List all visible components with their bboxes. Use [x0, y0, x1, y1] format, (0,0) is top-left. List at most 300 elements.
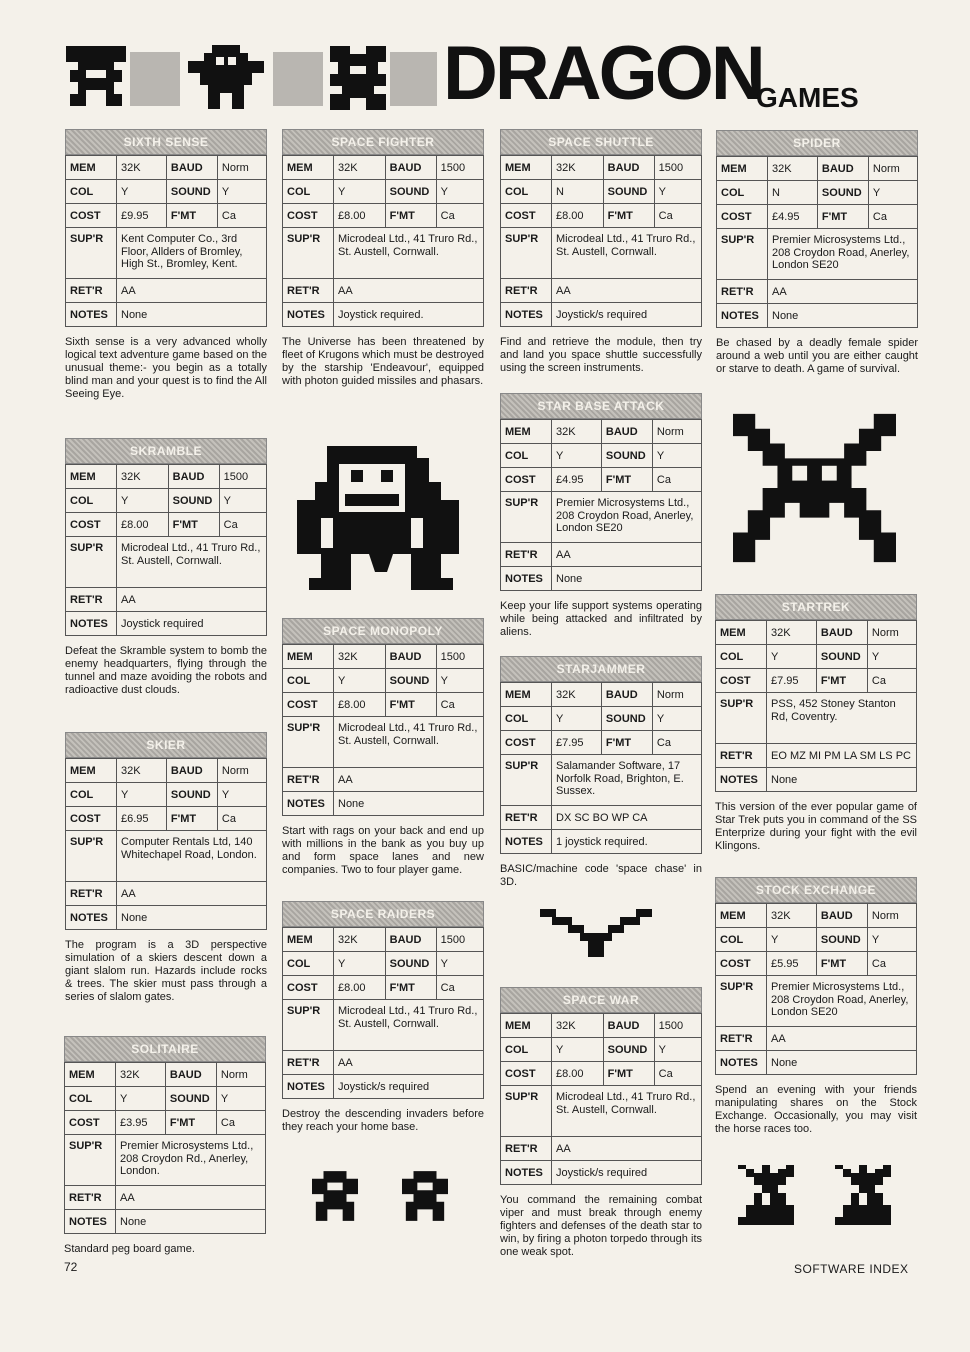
supplier-value: Premier Microsystems Ltd., 208 Croydon Road, Anerley, London SE20: [552, 492, 702, 543]
game-card: [282, 618, 484, 877]
col-value: Y: [334, 180, 386, 204]
game-description: BASIC/machine code 'space chase' in 3D.: [500, 863, 702, 888]
return-label: RET'R: [65, 1186, 116, 1210]
baud-value: 1500: [436, 645, 483, 669]
supplier-value: Microdeal Ltd., 41 Truro Rd., St. Austell, Cornwall.: [334, 1000, 484, 1051]
col-label: COL: [66, 489, 117, 513]
cost-label: COST: [66, 204, 117, 228]
mem-label: MEM: [501, 683, 552, 707]
game-card: [715, 594, 917, 853]
mem-value: 32K: [552, 156, 604, 180]
supplier-value: Premier Microsystems Ltd., 208 Croydon Road, Anerley, London SE20: [768, 229, 918, 280]
fmt-label: F'MT: [385, 693, 436, 717]
supplier-value: Microdeal Ltd., 41 Truro Rd., St. Austell, Cornwall.: [117, 537, 267, 588]
fmt-label: F'MT: [385, 204, 436, 228]
fmt-value: Ca: [652, 731, 701, 755]
col-label: COL: [283, 180, 334, 204]
fmt-label: F'MT: [817, 205, 868, 229]
supplier-label: SUP'R: [501, 228, 552, 279]
baud-value: Norm: [868, 157, 917, 181]
lander-sprite-icon: [738, 1165, 794, 1225]
col-value: N: [552, 180, 604, 204]
return-value: DX SC BO WP CA: [552, 806, 702, 830]
baud-label: BAUD: [603, 156, 654, 180]
notes-label: NOTES: [283, 792, 334, 816]
cost-label: COST: [716, 669, 767, 693]
notes-value: None: [117, 303, 267, 327]
col-label: COL: [66, 180, 117, 204]
sound-value: Y: [652, 707, 701, 731]
spec-table: [65, 464, 267, 636]
return-value: AA: [552, 1137, 702, 1161]
cost-value: £7.95: [767, 669, 817, 693]
game-title: SPACE FIGHTER: [282, 129, 484, 155]
col-value: Y: [117, 180, 167, 204]
spec-table: [715, 620, 917, 792]
supplier-value: Microdeal Ltd., 41 Truro Rd., St. Austell, Cornwall.: [334, 228, 484, 279]
fmt-value: Ca: [867, 952, 916, 976]
supplier-label: SUP'R: [501, 755, 552, 806]
notes-label: NOTES: [66, 906, 117, 930]
col-label: COL: [716, 928, 767, 952]
mem-label: MEM: [283, 645, 334, 669]
cost-value: £5.95: [767, 952, 817, 976]
notes-label: NOTES: [66, 303, 117, 327]
fmt-label: F'MT: [603, 1062, 654, 1086]
baud-value: 1500: [654, 1014, 701, 1038]
mem-value: 32K: [767, 904, 817, 928]
fmt-value: Ca: [217, 204, 266, 228]
spec-table: [500, 419, 702, 591]
section-name: SOFTWARE INDEX: [794, 1262, 909, 1276]
cost-label: COST: [283, 204, 334, 228]
baud-label: BAUD: [385, 928, 436, 952]
notes-label: NOTES: [65, 1210, 116, 1234]
return-value: AA: [117, 588, 267, 612]
supplier-label: SUP'R: [65, 1135, 116, 1186]
return-value: AA: [116, 1186, 266, 1210]
return-label: RET'R: [66, 588, 117, 612]
return-label: RET'R: [66, 279, 117, 303]
mem-label: MEM: [66, 156, 117, 180]
spider-sprite-icon: [733, 413, 896, 563]
supplier-label: SUP'R: [716, 693, 767, 744]
notes-label: NOTES: [716, 768, 767, 792]
game-title: SPACE RAIDERS: [282, 901, 484, 927]
baud-value: 1500: [436, 156, 483, 180]
notes-value: 1 joystick required.: [552, 830, 702, 854]
game-card: [282, 129, 484, 388]
sound-value: Y: [867, 928, 916, 952]
supplier-value: Microdeal Ltd., 41 Truro Rd., St. Austell, Cornwall.: [334, 717, 484, 768]
game-description: Keep your life support systems operating while being attacked and infiltrated by aliens.: [500, 600, 702, 638]
return-label: RET'R: [283, 279, 334, 303]
fmt-label: F'MT: [603, 204, 654, 228]
notes-label: NOTES: [501, 303, 552, 327]
return-value: AA: [767, 1027, 917, 1051]
game-card: [716, 130, 918, 376]
return-label: RET'R: [66, 882, 117, 906]
notes-value: None: [768, 304, 918, 328]
notes-value: None: [767, 768, 917, 792]
sound-label: SOUND: [816, 645, 867, 669]
game-title: SKIER: [65, 732, 267, 758]
supplier-value: Kent Computer Co., 3rd Floor, Allders of Bromley, High St., Bromley, Kent.: [117, 228, 267, 279]
baud-label: BAUD: [601, 683, 652, 707]
page-number: 72: [64, 1260, 78, 1274]
spec-table: [64, 1062, 266, 1234]
baud-value: Norm: [867, 904, 916, 928]
cost-value: £9.95: [117, 204, 167, 228]
sound-label: SOUND: [817, 181, 868, 205]
mem-value: 32K: [768, 157, 818, 181]
page-title: DRAGON: [443, 31, 763, 116]
col-value: Y: [767, 928, 817, 952]
spec-table: [65, 155, 267, 327]
baud-value: Norm: [217, 759, 266, 783]
baud-label: BAUD: [601, 420, 652, 444]
game-description: Standard peg board game.: [64, 1243, 195, 1255]
supplier-label: SUP'R: [283, 1000, 334, 1051]
cost-label: COST: [501, 204, 552, 228]
cost-value: £8.00: [334, 204, 386, 228]
col-label: COL: [501, 180, 552, 204]
return-value: AA: [768, 280, 918, 304]
fmt-label: F'MT: [166, 204, 217, 228]
mem-label: MEM: [283, 928, 334, 952]
return-value: AA: [117, 279, 267, 303]
ape-sprite-icon: [279, 445, 465, 591]
game-description: Defeat the Skramble system to bomb the enemy headquarters, flying through the tunnel and maze avoiding the robots and radioactive dust clouds.: [65, 645, 267, 696]
lander-sprite-icon: [835, 1165, 891, 1225]
fmt-value: Ca: [219, 513, 266, 537]
baud-value: Norm: [867, 621, 916, 645]
sound-label: SOUND: [165, 1087, 216, 1111]
game-card: [500, 987, 702, 1259]
sound-label: SOUND: [168, 489, 219, 513]
return-label: RET'R: [501, 279, 552, 303]
sound-value: Y: [436, 180, 483, 204]
col-label: COL: [501, 707, 552, 731]
cost-value: £3.95: [116, 1111, 166, 1135]
supplier-value: PSS, 452 Stoney Stanton Rd, Coventry.: [767, 693, 917, 744]
cost-label: COST: [66, 807, 117, 831]
cost-label: COST: [283, 976, 334, 1000]
return-label: RET'R: [716, 744, 767, 768]
col-value: Y: [117, 489, 169, 513]
fmt-value: Ca: [216, 1111, 265, 1135]
cost-value: £4.95: [768, 205, 818, 229]
return-label: RET'R: [501, 543, 552, 567]
notes-value: None: [334, 792, 484, 816]
return-value: EO MZ MI PM LA SM LS PC: [767, 744, 917, 768]
return-value: AA: [334, 1051, 484, 1075]
notes-value: Joystick required.: [334, 303, 484, 327]
sound-label: SOUND: [385, 669, 436, 693]
notes-value: Joystick/s required: [552, 1161, 702, 1185]
notes-label: NOTES: [66, 612, 117, 636]
cost-value: £8.00: [334, 976, 386, 1000]
game-title: STARJAMMER: [500, 656, 702, 682]
col-label: COL: [283, 952, 334, 976]
robot-sprite-icon: [66, 46, 126, 110]
game-title: STARTREK: [715, 594, 917, 620]
baud-label: BAUD: [168, 465, 219, 489]
game-description: This version of the ever popular game of Star Trek puts you in command of the SS Enterprize during your fight with the evil Klingons.: [715, 801, 917, 852]
fmt-label: F'MT: [816, 669, 867, 693]
cost-value: £7.95: [552, 731, 602, 755]
spec-table: [65, 758, 267, 930]
notes-label: NOTES: [283, 303, 334, 327]
cost-label: COST: [65, 1111, 116, 1135]
return-label: RET'R: [716, 1027, 767, 1051]
fmt-label: F'MT: [168, 513, 219, 537]
sound-value: Y: [867, 645, 916, 669]
fmt-label: F'MT: [385, 976, 436, 1000]
fmt-label: F'MT: [601, 731, 652, 755]
mem-value: 32K: [117, 156, 167, 180]
fmt-label: F'MT: [816, 952, 867, 976]
baud-label: BAUD: [166, 759, 217, 783]
mem-value: 32K: [334, 645, 386, 669]
mem-label: MEM: [65, 1063, 116, 1087]
baud-label: BAUD: [165, 1063, 216, 1087]
robot-sprite-icon: [312, 1171, 358, 1221]
supplier-label: SUP'R: [716, 976, 767, 1027]
baud-value: 1500: [654, 156, 701, 180]
notes-label: NOTES: [283, 1075, 334, 1099]
mem-value: 32K: [767, 621, 817, 645]
game-title: SPACE SHUTTLE: [500, 129, 702, 155]
supplier-value: Computer Rentals Ltd, 140 Whitechapel Road, London.: [117, 831, 267, 882]
fmt-value: Ca: [436, 204, 483, 228]
return-label: RET'R: [283, 768, 334, 792]
supplier-value: Premier Microsystems Ltd., 208 Croydon Road, Anerley, London SE20: [767, 976, 917, 1027]
baud-label: BAUD: [816, 621, 867, 645]
game-title: STOCK EXCHANGE: [715, 877, 917, 903]
baud-value: Norm: [652, 420, 701, 444]
cost-label: COST: [716, 952, 767, 976]
notes-value: Joystick/s required: [552, 303, 702, 327]
cost-label: COST: [283, 693, 334, 717]
cost-label: COST: [66, 513, 117, 537]
game-description: Spend an evening with your friends manipulating shares on the Stock Exchange. Occasionally, you may visit the horse races too.: [715, 1084, 917, 1135]
baud-label: BAUD: [385, 645, 436, 669]
cost-value: £8.00: [117, 513, 169, 537]
header-block-3: [390, 52, 437, 106]
cost-value: £8.00: [334, 693, 386, 717]
baud-value: 1500: [219, 465, 266, 489]
sound-label: SOUND: [601, 707, 652, 731]
return-label: RET'R: [717, 280, 768, 304]
header-block-2: [273, 52, 323, 106]
cost-value: £8.00: [552, 1062, 604, 1086]
mem-label: MEM: [716, 904, 767, 928]
supplier-label: SUP'R: [66, 831, 117, 882]
spec-table: [500, 155, 702, 327]
game-card: [500, 393, 702, 639]
return-value: AA: [552, 279, 702, 303]
mem-value: 32K: [334, 928, 386, 952]
game-card: [65, 129, 267, 401]
spec-table: [282, 927, 484, 1099]
game-card: [500, 656, 702, 889]
game-title: SOLITAIRE: [64, 1036, 266, 1062]
col-label: COL: [501, 444, 552, 468]
sound-value: Y: [219, 489, 266, 513]
col-value: Y: [334, 669, 386, 693]
cost-label: COST: [501, 468, 552, 492]
supplier-label: SUP'R: [717, 229, 768, 280]
page-subtitle: GAMES: [756, 82, 859, 113]
game-title: SIXTH SENSE: [65, 129, 267, 155]
notes-label: NOTES: [501, 1161, 552, 1185]
notes-value: Joystick/s required: [334, 1075, 484, 1099]
game-title: SPACE MONOPOLY: [282, 618, 484, 644]
game-title: STAR BASE ATTACK: [500, 393, 702, 419]
return-value: AA: [334, 768, 484, 792]
notes-label: NOTES: [716, 1051, 767, 1075]
col-value: Y: [552, 1038, 604, 1062]
supplier-value: Microdeal Ltd., 41 Truro Rd., St. Austell, Cornwall.: [552, 1086, 702, 1137]
col-value: N: [768, 181, 818, 205]
supplier-label: SUP'R: [283, 228, 334, 279]
game-card: [500, 129, 702, 375]
fmt-value: Ca: [867, 669, 916, 693]
baud-label: BAUD: [385, 156, 436, 180]
notes-value: Joystick required: [117, 612, 267, 636]
cost-label: COST: [717, 205, 768, 229]
sound-value: Y: [216, 1087, 265, 1111]
spec-table: [500, 1013, 702, 1185]
cost-label: COST: [501, 731, 552, 755]
col-value: Y: [116, 1087, 166, 1111]
game-description: Start with rags on your back and end up with millions in the bank as you buy up and form space lanes and new companies. Two to four player game.: [282, 825, 484, 876]
game-description: Destroy the descending invaders before they reach your home base.: [282, 1108, 484, 1133]
supplier-label: SUP'R: [283, 717, 334, 768]
supplier-label: SUP'R: [501, 1086, 552, 1137]
spec-table: [716, 156, 918, 328]
col-label: COL: [65, 1087, 116, 1111]
mem-label: MEM: [66, 465, 117, 489]
spec-table: [715, 903, 917, 1075]
game-title: SPIDER: [716, 130, 918, 156]
sound-value: Y: [654, 180, 701, 204]
fmt-label: F'MT: [165, 1111, 216, 1135]
baud-value: Norm: [216, 1063, 265, 1087]
cost-value: £4.95: [552, 468, 602, 492]
baud-label: BAUD: [166, 156, 217, 180]
alien-sprite-icon: [330, 46, 386, 110]
return-label: RET'R: [283, 1051, 334, 1075]
notes-label: NOTES: [501, 567, 552, 591]
sound-value: Y: [654, 1038, 701, 1062]
mem-label: MEM: [66, 759, 117, 783]
robot-sprite-icon: [402, 1171, 448, 1221]
col-value: Y: [552, 444, 602, 468]
col-value: Y: [767, 645, 817, 669]
game-description: Sixth sense is a very advanced wholly logical text adventure game based on the unusual theme:- you begin as a totally blind man and your quest is to find the All Seeing Eye.: [65, 336, 267, 400]
col-label: COL: [66, 783, 117, 807]
mem-value: 32K: [552, 683, 602, 707]
mem-label: MEM: [716, 621, 767, 645]
baud-label: BAUD: [816, 904, 867, 928]
spec-table: [282, 155, 484, 327]
baud-label: BAUD: [817, 157, 868, 181]
header-block-1: [130, 52, 180, 106]
fmt-value: Ca: [868, 205, 917, 229]
col-label: COL: [283, 669, 334, 693]
game-card: [65, 438, 267, 697]
sound-label: SOUND: [166, 180, 217, 204]
sound-label: SOUND: [603, 1038, 654, 1062]
return-value: AA: [552, 543, 702, 567]
mem-label: MEM: [717, 157, 768, 181]
eagle-sprite-icon: [540, 908, 652, 958]
cost-value: £6.95: [117, 807, 167, 831]
game-description: You command the remaining combat viper and must break through enemy fighters and defenses of the death star to win, by firing a photon torpedo through its one weak spot.: [500, 1194, 702, 1258]
fmt-label: F'MT: [601, 468, 652, 492]
mem-value: 32K: [552, 1014, 604, 1038]
supplier-label: SUP'R: [66, 228, 117, 279]
col-value: Y: [117, 783, 167, 807]
game-card: [715, 877, 917, 1136]
supplier-value: Premier Microsystems Ltd., 208 Croydon Rd., Anerley, London.: [116, 1135, 266, 1186]
mem-label: MEM: [283, 156, 334, 180]
sound-value: Y: [436, 952, 483, 976]
mem-label: MEM: [501, 156, 552, 180]
notes-value: None: [552, 567, 702, 591]
game-card: [65, 732, 267, 1004]
col-value: Y: [552, 707, 602, 731]
fmt-label: F'MT: [166, 807, 217, 831]
game-card: [64, 1036, 266, 1256]
mem-value: 32K: [117, 759, 167, 783]
mem-value: 32K: [117, 465, 169, 489]
col-label: COL: [717, 181, 768, 205]
spec-table: [282, 644, 484, 816]
return-value: AA: [334, 279, 484, 303]
game-description: The program is a 3D perspective simulation of a skiers descent down a giant slalom run. Hazards include rocks & trees. The skier must pass through a series of slalom gates.: [65, 939, 267, 1003]
game-description: The Universe has been threatened by fleet of Krugons which must be destroyed by the starship 'Endeavour', equipped with photon guided missiles and phasars.: [282, 336, 484, 387]
notes-label: NOTES: [717, 304, 768, 328]
sound-label: SOUND: [385, 952, 436, 976]
sound-label: SOUND: [385, 180, 436, 204]
return-label: RET'R: [501, 1137, 552, 1161]
sound-label: SOUND: [603, 180, 654, 204]
baud-value: 1500: [436, 928, 483, 952]
fmt-value: Ca: [217, 807, 266, 831]
game-card: [282, 901, 484, 1134]
cost-value: £8.00: [552, 204, 604, 228]
fmt-value: Ca: [652, 468, 701, 492]
return-value: AA: [117, 882, 267, 906]
fmt-value: Ca: [654, 1062, 701, 1086]
mem-value: 32K: [552, 420, 602, 444]
supplier-label: SUP'R: [501, 492, 552, 543]
col-value: Y: [334, 952, 386, 976]
notes-value: None: [767, 1051, 917, 1075]
mem-value: 32K: [334, 156, 386, 180]
supplier-label: SUP'R: [66, 537, 117, 588]
col-label: COL: [501, 1038, 552, 1062]
baud-label: BAUD: [603, 1014, 654, 1038]
fmt-value: Ca: [436, 693, 483, 717]
sound-value: Y: [868, 181, 917, 205]
game-title: SPACE WAR: [500, 987, 702, 1013]
sound-label: SOUND: [816, 928, 867, 952]
sound-value: Y: [217, 180, 266, 204]
